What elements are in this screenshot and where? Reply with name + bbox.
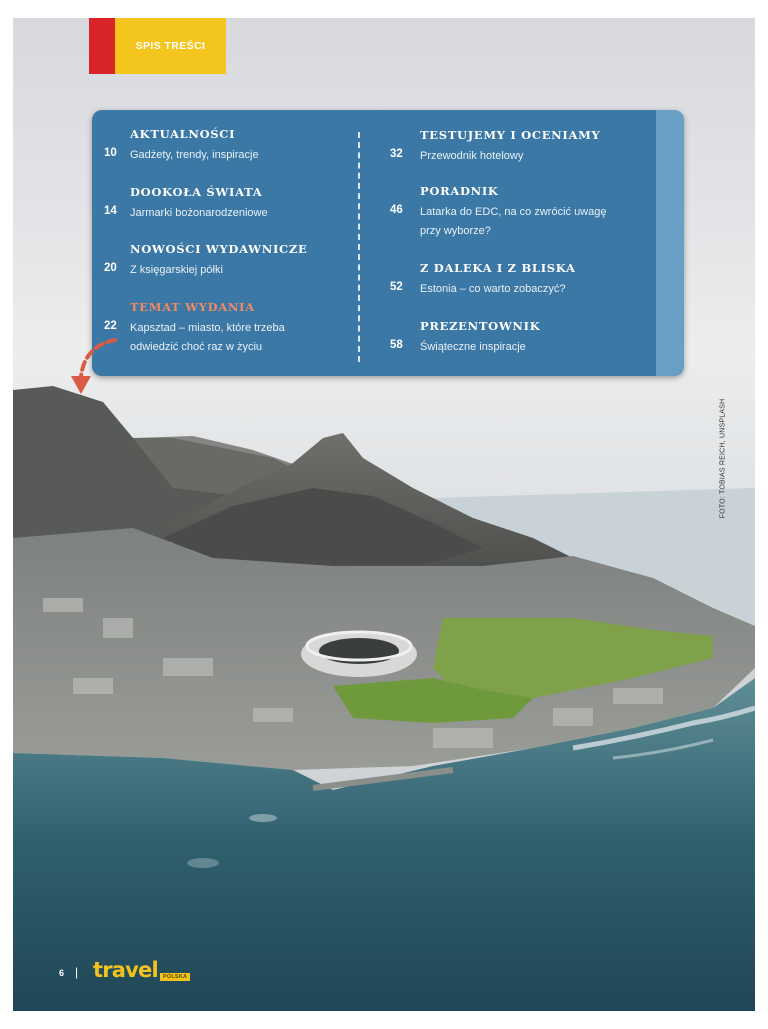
section-label-accent <box>89 18 115 74</box>
toc-heading: AKTUALNOŚCI <box>130 127 236 141</box>
toc-description-line: odwiedzić choć raz w życiu <box>130 341 263 353</box>
toc-page-number: 20 <box>104 262 117 274</box>
toc-heading: Z DALEKA I Z BLISKA <box>420 261 576 275</box>
toc-description: Gadżety, trendy, inspiracje <box>130 149 259 161</box>
toc-heading: NOWOŚCI WYDAWNICZE <box>130 242 308 256</box>
table-of-contents-panel <box>92 110 684 376</box>
toc-heading: PREZENTOWNIK <box>420 319 541 333</box>
toc-description: Estonia – co warto zobaczyć? <box>420 283 566 295</box>
toc-description <box>420 203 606 241</box>
page-number: 6 <box>59 968 65 978</box>
toc-page-number: 46 <box>390 204 403 216</box>
toc-page-number: 22 <box>104 320 117 332</box>
section-label: SPIS TREŚCI <box>115 18 226 74</box>
toc-heading-featured: TEMAT WYDANIA <box>130 300 255 314</box>
toc-description <box>130 319 285 357</box>
photo-credit <box>718 393 728 533</box>
toc-page-number: 14 <box>104 205 117 217</box>
toc-column-divider <box>358 132 360 362</box>
dashed-arrow-icon <box>65 336 125 400</box>
toc-description-line: Latarka do EDC, na co zwrócić uwagę <box>420 206 607 218</box>
toc-heading: PORADNIK <box>420 184 499 198</box>
travel-logo: travel <box>93 958 158 982</box>
toc-description: Świąteczne inspiracje <box>420 341 526 353</box>
toc-page-number: 58 <box>390 339 403 351</box>
toc-side-strip <box>656 110 684 376</box>
toc-description: Przewodnik hotelowy <box>420 150 524 162</box>
toc-page-number: 10 <box>104 147 117 159</box>
toc-heading: DOOKOŁA ŚWIATA <box>130 185 263 199</box>
toc-page-number: 32 <box>390 148 403 160</box>
toc-heading: TESTUJEMY I OCENIAMY <box>420 128 601 142</box>
toc-description-line: przy wyborze? <box>420 225 491 237</box>
footer-separator: | <box>75 965 79 979</box>
travel-logo-badge: POLSKA <box>160 973 190 981</box>
toc-description: Jarmarki bożonarodzeniowe <box>130 207 268 219</box>
toc-description: Z księgarskiej półki <box>130 264 223 276</box>
photo-credit-text: FOTO: TOBIAS REICH, UNSPLASH <box>719 398 727 519</box>
toc-page-number: 52 <box>390 281 403 293</box>
toc-description-line: Kapsztad – miasto, które trzeba <box>130 322 285 334</box>
magazine-page <box>13 18 755 1011</box>
